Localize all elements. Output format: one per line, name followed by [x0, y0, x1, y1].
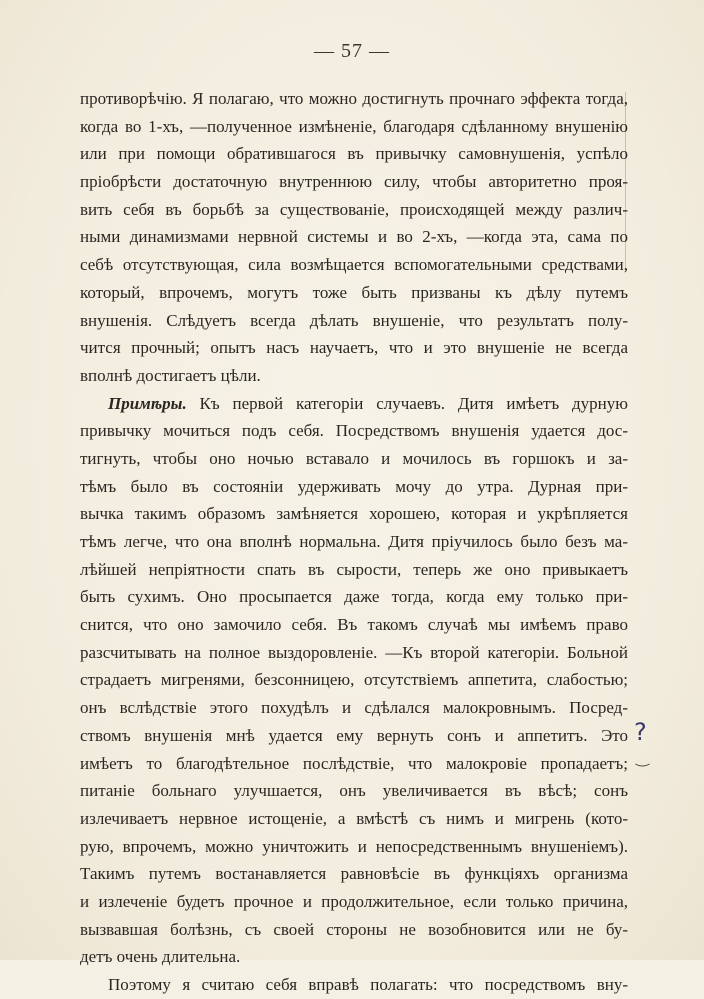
- line-text: тигнуть, чтобы оно ночью вставало и мочилось въ горшокъ и за-: [80, 448, 628, 468]
- text-line: [80, 473, 628, 501]
- text-line: [80, 251, 628, 279]
- text-line: [80, 833, 628, 861]
- text-line: [80, 168, 628, 196]
- text-line: [80, 860, 628, 888]
- text-line: [80, 888, 628, 916]
- line-text: питаніе больнаго улучшается, онъ увеличивается въ вѣсѣ; сонъ: [80, 781, 628, 801]
- line-text: Поэтому я считаю себя вправѣ полагать: что посредствомъ вну-: [108, 975, 628, 994]
- body-text: [80, 85, 628, 999]
- line-text: Такимъ путемъ востанавляется равновѣсіе въ функціяхъ организма: [80, 864, 628, 884]
- line-text: вызвавшая болѣзнь, съ своей стороны не возобновится или не бу-: [80, 919, 628, 939]
- text-line: [80, 556, 628, 584]
- text-line: [80, 611, 628, 639]
- text-line: [80, 417, 628, 445]
- margin-question-mark: ?: [634, 718, 647, 746]
- text-line: [80, 805, 628, 833]
- line-text: ствомъ внушенія мнѣ удается ему вернуть сонъ и аппетитъ. Это: [80, 725, 628, 745]
- line-text: противорѣчію. Я полагаю, что можно достигнуть прочнаго эффекта тогда,: [80, 89, 628, 108]
- line-text: снится, что оно замочило себя. Въ такомъ случаѣ мы имѣемъ право: [80, 615, 628, 635]
- line-text: или при помощи обратившагося въ привычку самовнушенія, успѣло: [80, 144, 628, 164]
- text-line: [80, 85, 628, 113]
- text-line: [80, 583, 628, 611]
- text-line: [80, 528, 628, 556]
- line-text: вычка такимъ образомъ замѣняется хорошею, которая и укрѣпляется: [80, 504, 628, 524]
- line-text: рую, впрочемъ, можно уничтожить и непосредственнымъ внушеніемъ).: [80, 836, 628, 856]
- line-text: тѣмъ легче, что она вполнѣ нормальна. Дитя пріучилось было безъ ма-: [80, 532, 628, 551]
- text-line: [80, 140, 628, 168]
- text-line: [80, 307, 628, 335]
- line-text: привычку мочиться подъ себя. Посредствомъ внушенія удается дос-: [80, 421, 628, 441]
- margin-dash: ‿: [636, 750, 649, 767]
- text-line: [80, 113, 628, 141]
- line-text: вполнѣ достигаетъ цѣли.: [80, 365, 261, 385]
- text-line: [80, 279, 628, 307]
- text-line: [80, 777, 628, 805]
- line-text: детъ очень длительна.: [80, 947, 241, 967]
- text-line: [80, 445, 628, 473]
- line-text: ными динамизмами нервной системы и во 2-хъ, —когда эта, сама по: [80, 227, 628, 247]
- line-text: который, впрочемъ, могутъ тоже быть призваны къ дѣлу путемъ: [80, 282, 628, 302]
- text-line: [80, 750, 628, 778]
- line-text: тѣмъ было въ состояніи удерживать мочу до утра. Дурная при-: [80, 476, 628, 496]
- text-line: [80, 362, 628, 390]
- line-text: излечиваетъ нервное истощеніе, а вмѣстѣ съ нимъ и мигрень (кото-: [80, 808, 628, 828]
- line-text: Къ первой категоріи случаевъ. Дитя имѣетъ дурную: [186, 393, 628, 413]
- line-text: когда во 1-хъ, —полученное измѣненіе, благодаря сдѣланному внушенію: [80, 116, 628, 136]
- text-line: [80, 390, 628, 418]
- text-line: [80, 223, 628, 251]
- text-line: [80, 639, 628, 667]
- line-text: разсчитывать на полное выздоровленіе. —Къ второй категоріи. Больной: [80, 642, 628, 662]
- section-lead: Примѣры.: [108, 393, 187, 413]
- line-text: имѣетъ то благодѣтельное послѣдствіе, что малокровіе пропадаетъ;: [80, 753, 628, 773]
- line-text: быть сухимъ. Оно просыпается даже тогда, когда ему только при-: [80, 587, 628, 607]
- text-line: [80, 722, 628, 750]
- text-line: [80, 500, 628, 528]
- line-text: онъ вслѣдствіе этого похудѣлъ и сдѣлался малокровнымъ. Посред-: [80, 698, 628, 718]
- line-text: страдаетъ мигренями, безсонницею, отсутствіемъ аппетита, слабостью;: [80, 670, 628, 690]
- text-line: [80, 943, 628, 971]
- line-text: внушенія. Слѣдуетъ всегда дѣлать внушеніе, что результатъ полу-: [80, 310, 628, 330]
- text-line: [80, 916, 628, 944]
- text-line: [80, 334, 628, 362]
- line-text: себѣ отсутствующая, сила возмѣщается вспомогательными средствами,: [80, 255, 628, 275]
- line-text: и излеченіе будетъ прочное и продолжительное, если только причина,: [80, 891, 628, 911]
- text-line: [80, 196, 628, 224]
- text-line: [80, 694, 628, 722]
- text-line: [80, 666, 628, 694]
- line-text: вить себя въ борьбѣ за существованіе, происходящей между различ-: [80, 199, 628, 219]
- page-number: — 57 —: [314, 40, 390, 62]
- line-text: пріобрѣсти достаточную внутреннюю силу, чтобы авторитетно проя-: [80, 172, 628, 192]
- line-text: лѣйшей непріятности спать въ сырости, теперь же оно привыкаетъ: [80, 559, 628, 579]
- text-line: [80, 971, 628, 999]
- line-text: чится прочный; опытъ насъ научаетъ, что и это внушеніе не всегда: [80, 338, 628, 358]
